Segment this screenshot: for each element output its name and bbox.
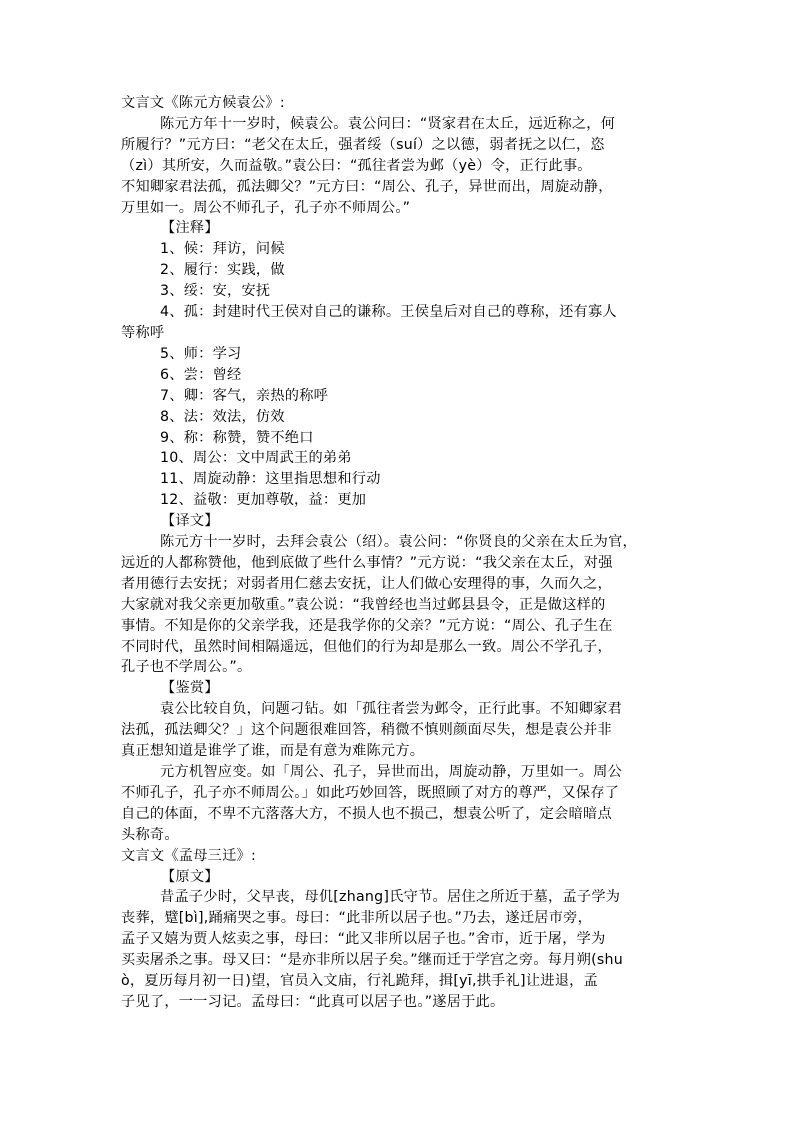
note-item: 4、孤：封建时代王侯对自己的谦称。王侯皇后对自己的尊称，还有寡人: [160, 304, 617, 321]
text-line: 孔子也不学周公。”。: [121, 659, 252, 676]
text-line: 买卖屠杀之事。母又曰：“是亦非所以居子矣。”继而迁于学宫之旁。每月朔(shu: [121, 952, 624, 969]
text-line: 陈元方年十一岁时，候袁公。袁公问曰：“贤家君在太丘，远近称之，何: [160, 115, 616, 132]
note-item: 6、尝：曾经: [160, 366, 242, 383]
text-line: 万里如一。周公不师孔子，孔子亦不师周公。”: [121, 199, 411, 216]
text-line: 事情。不知是你的父亲学我，还是我学你的父亲？”元方说：“周公、孔子生在: [121, 617, 613, 634]
text-line: 袁公比较自负，问题刁钻。如「孤往者尝为邺令，正行此事。不知卿家君: [160, 701, 623, 718]
original-heading: 【原文】: [161, 868, 219, 885]
text-line: 法孤，孤法卿父？」这个问题很难回答，稍微不慎则颜面尽失，想是袁公并非: [121, 722, 612, 739]
appreciation-heading: 【鉴赏】: [161, 680, 219, 697]
text-line: 子见了，一一习记。孟母曰：“此真可以居子也。”遂居于此。: [121, 993, 505, 1010]
note-item: 12、益敬：更加尊敬，益：更加: [160, 492, 367, 509]
text-line: 丧葬，躄[bì],踊痛哭之事。母曰：“此非所以居子也。”乃去，遂迁居市旁，: [121, 910, 593, 927]
text-line: 元方机智应变。如「周公、孔子，异世而出，周旋动静，万里如一。周公: [160, 764, 623, 780]
text-line: 昔孟子少时，父早丧，母仉[zhang]氏守节。居住之所近于墓，孟子学为: [160, 889, 621, 906]
text-line: ò，夏历每月初一日)望，官员入文庙，行礼跪拜，揖[yī,拱手礼]让进退，孟: [121, 973, 599, 990]
text-line: 大家就对我父亲更加敬重。”袁公说：“我曾经也当过邺县县令，正是做这样的: [121, 596, 606, 613]
note-item: 5、师：学习: [160, 345, 242, 362]
text-line: 所履行？”元方曰：“老父在太丘，强者绥（suí）之以德，弱者抚之以仁，恣: [121, 136, 605, 153]
text-line: 不师孔子，孔子亦不师周公。」如此巧妙回答，既照顾了对方的尊严，又保存了: [121, 784, 620, 801]
note-item: 11、周旋动静：这里指思想和行动: [160, 471, 381, 488]
note-item: 8、法：效法，仿效: [160, 408, 285, 425]
note-item: 10、周公：文中周武王的弟弟: [160, 450, 352, 467]
text-line: 陈元方十一岁时，去拜会袁公（绍）。袁公问：“你贤良的父亲在太丘为官，: [160, 534, 637, 551]
notes-heading: 【注释】: [161, 220, 219, 237]
text-line: 自己的体面，不卑不亢落落大方，不损人也不损己，想袁公听了，定会暗暗点: [121, 805, 612, 822]
text-line: 头称奇。: [121, 826, 179, 843]
note-item: 2、履行：实践，做: [160, 262, 285, 279]
note-item: 9、称：称赞，赞不绝口: [160, 429, 314, 446]
text-line: 真正想知道是谁学了谁，而是有意为难陈元方。: [121, 743, 425, 760]
text-line: 远近的人都称赞他，他到底做了些什么事情？”元方说：“我父亲在太丘，对强: [121, 554, 613, 571]
section-title: 文言文《孟母三迁》:: [121, 847, 256, 864]
note-item: 3、绥：安，安抚: [160, 283, 271, 300]
document-page: [121, 93, 679, 1013]
text-line: （zì）其所安，久而益敬。”袁公曰：“孤往者尝为邺（yè）令，正行此事。: [121, 157, 592, 174]
text-line: 者用德行去安抚；对弱者用仁慈去安抚，让人们做心安理得的事，久而久之，: [121, 575, 612, 592]
text-line: 孟子又嬉为贾人炫卖之事，母曰：“此又非所以居子也。”舍市，近于屠，学为: [121, 931, 606, 948]
translation-heading: 【译文】: [161, 513, 219, 530]
text-line: 不知卿家君法孤，孤法卿父？”元方曰：“周公、孔子，异世而出，周旋动静，: [121, 178, 613, 195]
text-line: 不同时代，虽然时间相隔遥远，但他们的行为却是那么一致。周公不学孔子，: [121, 638, 612, 655]
section-title: 文言文《陈元方候袁公》:: [121, 95, 285, 111]
note-continuation: 等称呼: [121, 324, 165, 341]
note-item: 7、卿：客气，亲热的称呼: [160, 387, 329, 404]
note-item: 1、候：拜访，问候: [160, 241, 285, 258]
